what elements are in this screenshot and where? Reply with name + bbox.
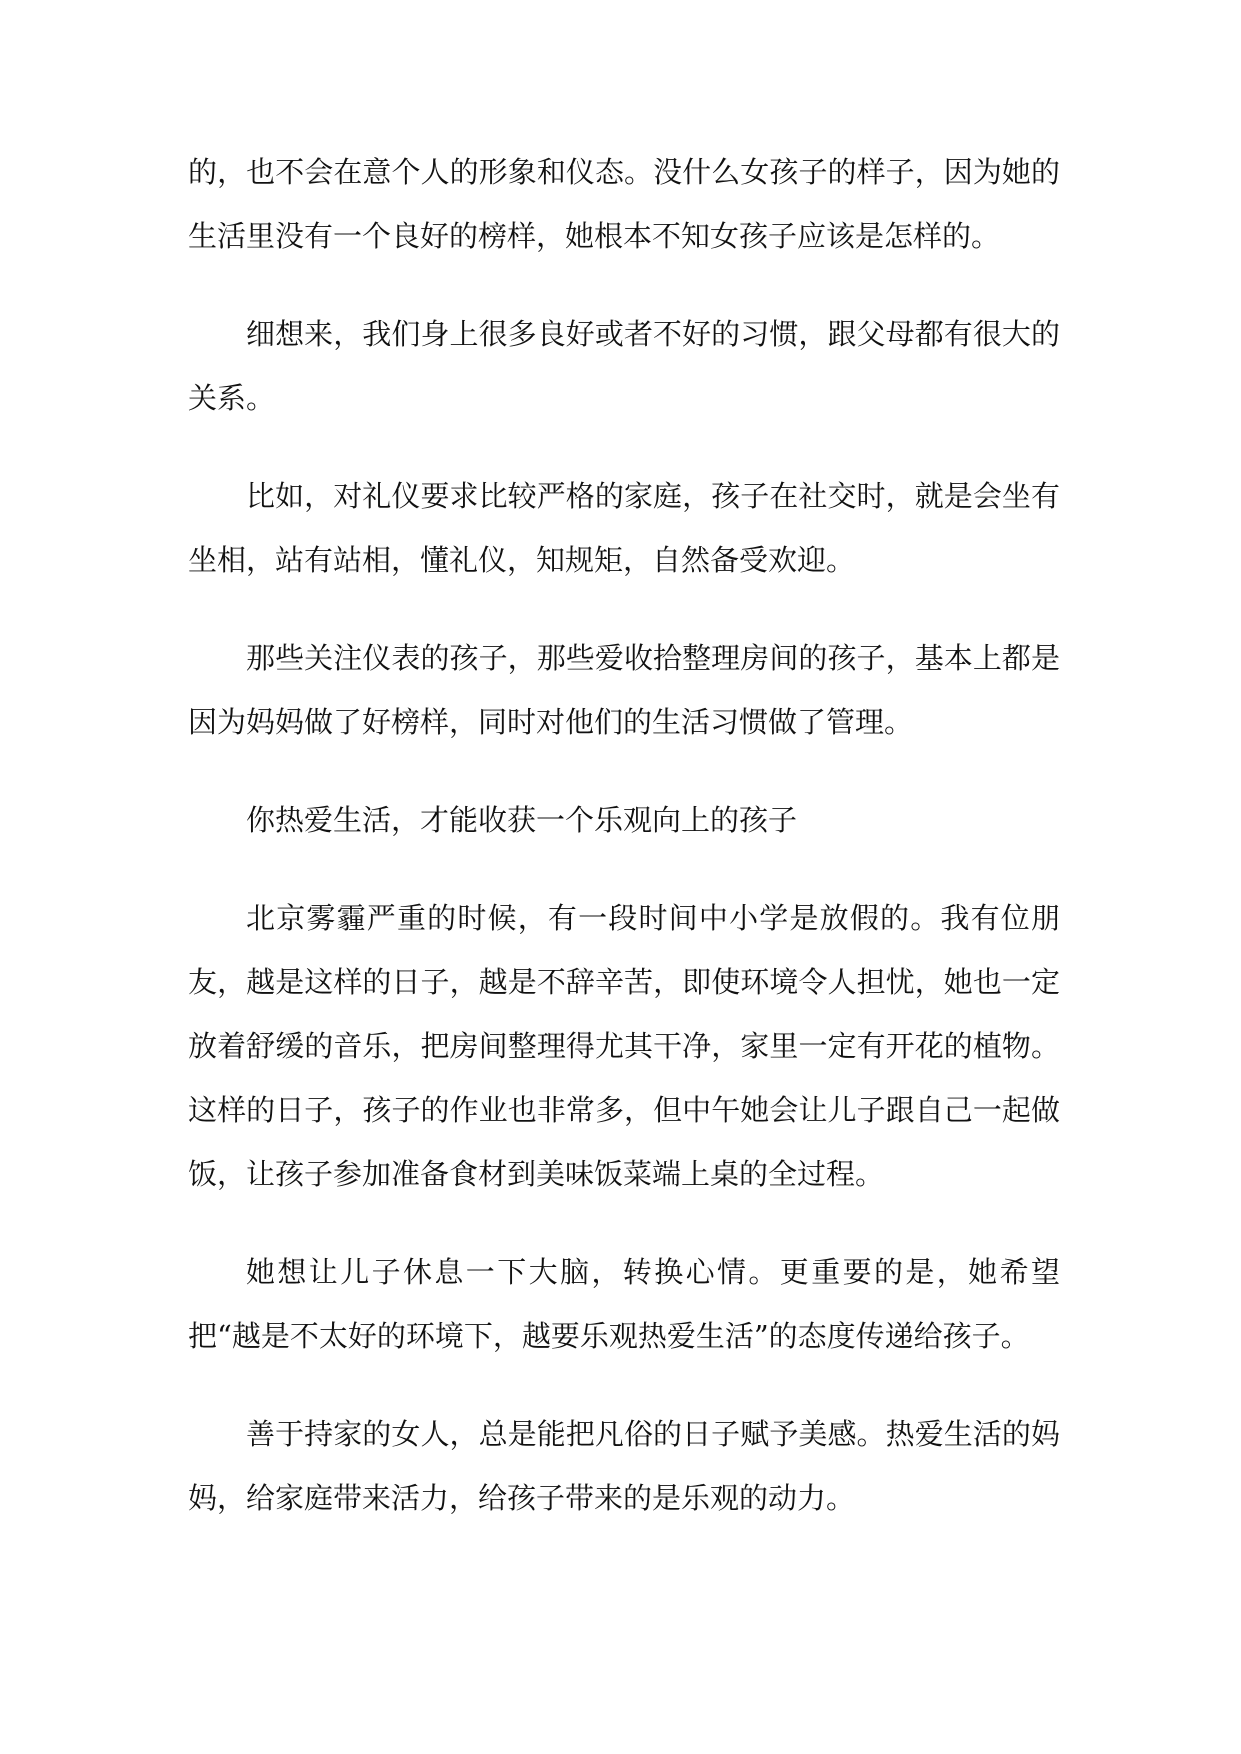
paragraph-7: 她想让儿子休息一下大脑，转换心情。更重要的是，她希望把“越是不太好的环境下，越要乐观热爱生活”的态度传递给孩子。 [188,1255,1060,1353]
paragraph-gap [188,754,1060,788]
paragraph-gap [188,1206,1060,1240]
paragraph-gap [188,1368,1060,1402]
paragraph-8: 善于持家的女人，总是能把凡俗的日子赋予美感。热爱生活的妈妈，给家庭带来活力，给孩子带来的是乐观的动力。 [188,1417,1060,1515]
paragraph-gap [188,430,1060,464]
document-page [188,140,1060,1530]
paragraph-6: 北京雾霾严重的时候，有一段时间中小学是放假的。我有位朋友，越是这样的日子，越是不辞辛苦，即使环境令人担忧，她也一定放着舒缓的音乐，把房间整理得尤其干净，家里一定有开花的植物。这样的日子，孩子的作业也非常多，但中午她会让儿子跟自己一起做饭，让孩子参加准备食材到美味饭菜端上桌的全过程。 [188,901,1060,1191]
paragraph-1: 的，也不会在意个人的形象和仪态。没什么女孩子的样子，因为她的生活里没有一个良好的榜样，她根本不知女孩子应该是怎样的。 [188,155,1060,253]
paragraph-gap [188,592,1060,626]
paragraph-gap [188,268,1060,302]
paragraph-gap [188,852,1060,886]
paragraph-4: 那些关注仪表的孩子，那些爱收拾整理房间的孩子，基本上都是因为妈妈做了好榜样，同时对他们的生活习惯做了管理。 [188,641,1060,739]
paragraph-2: 细想来，我们身上很多良好或者不好的习惯，跟父母都有很大的关系。 [188,317,1060,415]
section-heading: 你热爱生活，才能收获一个乐观向上的孩子 [246,803,798,837]
paragraph-3: 比如，对礼仪要求比较严格的家庭，孩子在社交时，就是会坐有坐相，站有站相，懂礼仪，知规矩，自然备受欢迎。 [188,479,1060,577]
